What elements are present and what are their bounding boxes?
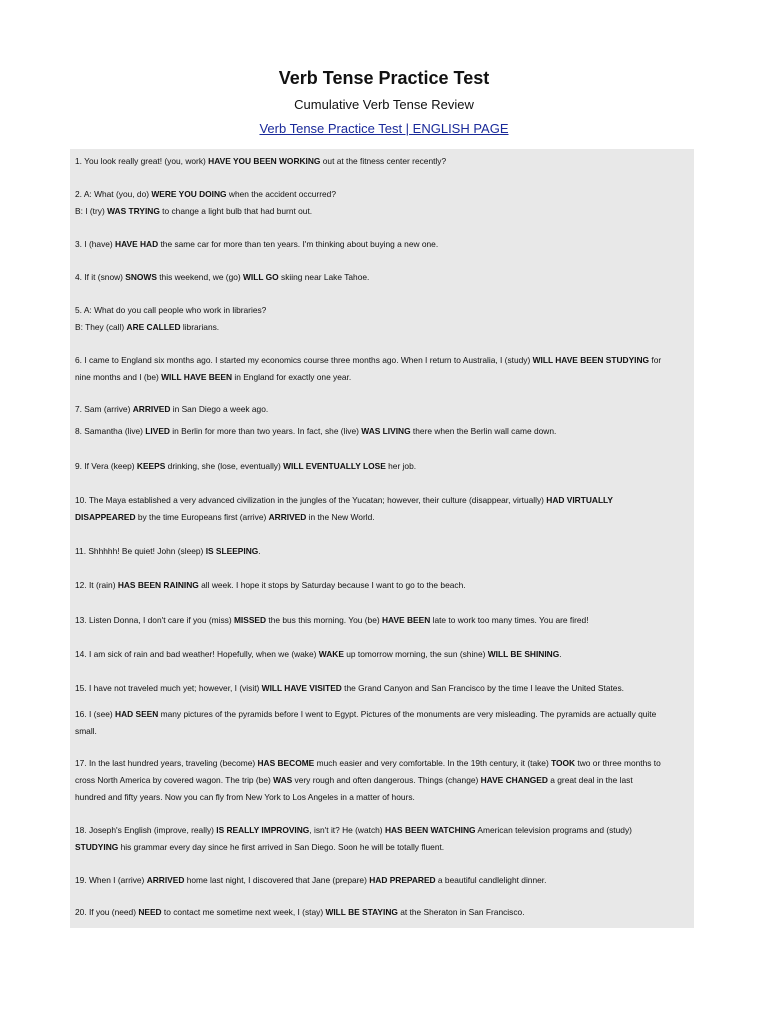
- question-text: 8. Samantha (live): [75, 426, 146, 436]
- answer-text: ARRIVED: [146, 875, 185, 885]
- question-text: 20. If you (need): [75, 907, 139, 917]
- answer-text: IS REALLY IMPROVING: [216, 825, 310, 835]
- source-link[interactable]: Verb Tense Practice Test | ENGLISH PAGE: [259, 121, 509, 136]
- question-item: [75, 492, 689, 526]
- question-line: [75, 302, 689, 319]
- question-text: 12. It (rain): [75, 580, 118, 590]
- answer-text: WILL BE SHINING: [487, 649, 560, 659]
- question-line: [75, 577, 689, 594]
- question-text: the Grand Canyon and San Francisco by the time I leave the United States.: [341, 683, 624, 693]
- question-text: home last night, I discovered that Jane (prepare): [184, 875, 370, 885]
- question-line: [75, 203, 689, 220]
- answer-text: WILL HAVE VISITED: [261, 683, 342, 693]
- question-text: hundred and fifty years. Now you can fly from New York to Los Angeles in a matter of hours.: [75, 792, 415, 802]
- question-line: [75, 236, 689, 253]
- question-text: late to work too many times. You are fired!: [430, 615, 589, 625]
- answer-text: WILL HAVE BEEN STUDYING: [532, 355, 650, 365]
- answer-text: HAD SEEN: [115, 709, 159, 719]
- question-text: very rough and often dangerous. Things (change): [292, 775, 481, 785]
- question-line: [75, 509, 689, 526]
- question-text: B: I (try): [75, 206, 108, 216]
- question-line: [75, 723, 689, 740]
- question-line: [75, 319, 689, 336]
- question-item: [75, 423, 689, 440]
- question-line: [75, 646, 689, 663]
- question-text: 5. A: What do you call people who work in libraries?: [75, 305, 267, 315]
- question-text: to contact me sometime next week, I (stay): [161, 907, 326, 917]
- answer-text: HAVE BEEN: [382, 615, 431, 625]
- question-text: her job.: [385, 461, 417, 471]
- question-text: the same car for more than ten years. I'm thinking about buying a new one.: [158, 239, 439, 249]
- question-text: 10. The Maya established a very advanced civilization in the jungles of the Yucatan; however, their culture (disappear, virtually): [75, 495, 547, 505]
- answer-text: ARE CALLED: [126, 322, 181, 332]
- answer-text: HAVE HAD: [115, 239, 159, 249]
- question-line: [75, 352, 689, 369]
- question-text: 16. I (see): [75, 709, 116, 719]
- question-line: [75, 839, 689, 856]
- answer-text: HAVE CHANGED: [480, 775, 548, 785]
- question-item: [75, 543, 689, 560]
- answer-text: SNOWS: [125, 272, 157, 282]
- question-text: 14. I am sick of rain and bad weather! Hopefully, when we (wake): [75, 649, 319, 659]
- answer-text: HAD PREPARED: [369, 875, 436, 885]
- answer-text: KEEPS: [136, 461, 166, 471]
- question-text: cross North America by covered wagon. The trip (be): [75, 775, 274, 785]
- page-subtitle: Cumulative Verb Tense Review: [294, 97, 474, 112]
- question-text: many pictures of the pyramids before I went to Egypt. Pictures of the monuments are very misleading. The pyramids are actually quite: [158, 709, 657, 719]
- question-text: his grammar every day since he first arrived in San Diego. Soon he will be totally fluent.: [118, 842, 445, 852]
- answer-text: MISSED: [233, 615, 267, 625]
- question-line: [75, 369, 689, 386]
- question-text: a great deal in the last: [547, 775, 633, 785]
- question-text: librarians.: [180, 322, 220, 332]
- question-line: [75, 269, 689, 286]
- question-text: nine months and I (be): [75, 372, 162, 382]
- question-text: .: [559, 649, 562, 659]
- answer-text: WILL HAVE BEEN: [161, 372, 233, 382]
- question-text: to change a light bulb that had burnt out.: [159, 206, 313, 216]
- question-text: 7. Sam (arrive): [75, 404, 133, 414]
- question-text: 17. In the last hundred years, traveling (become): [75, 758, 258, 768]
- question-text: 2. A: What (you, do): [75, 189, 152, 199]
- question-text: skiing near Lake Tahoe.: [278, 272, 370, 282]
- question-text: in San Diego a week ago.: [170, 404, 269, 414]
- answer-text: DISAPPEARED: [75, 512, 136, 522]
- question-line: [75, 706, 689, 723]
- question-item: [75, 302, 689, 336]
- question-text: 15. I have not traveled much yet; however, I (visit): [75, 683, 262, 693]
- question-item: [75, 577, 689, 594]
- question-text: at the Sheraton in San Francisco.: [397, 907, 525, 917]
- answer-text: HAS BECOME: [257, 758, 315, 768]
- answer-text: WAS: [273, 775, 293, 785]
- answer-text: WILL GO: [243, 272, 279, 282]
- question-line: [75, 822, 689, 839]
- answer-text: IS SLEEPING: [205, 546, 259, 556]
- answer-text: TOOK: [551, 758, 576, 768]
- question-text: 6. I came to England six months ago. I started my economics course three months ago. When I return to Australia, I (study): [75, 355, 533, 365]
- answer-text: WAS LIVING: [361, 426, 411, 436]
- question-item: [75, 755, 689, 806]
- question-item: [75, 680, 689, 697]
- answer-text: HAS BEEN RAINING: [117, 580, 199, 590]
- answer-text: LIVED: [145, 426, 170, 436]
- page-title: Verb Tense Practice Test: [278, 68, 490, 88]
- question-item: [75, 269, 689, 286]
- question-text: 13. Listen Donna, I don't care if you (miss): [75, 615, 234, 625]
- question-item: [75, 646, 689, 663]
- question-text: the bus this morning. You (be): [266, 615, 382, 625]
- answer-text: WILL EVENTUALLY LOSE: [283, 461, 386, 471]
- question-text: for: [649, 355, 662, 365]
- question-text: up tomorrow morning, the sun (shine): [343, 649, 488, 659]
- answer-text: ARRIVED: [132, 404, 171, 414]
- source-link-wrapper: [0, 120, 768, 138]
- answer-text: ARRIVED: [268, 512, 307, 522]
- question-item: [75, 186, 689, 220]
- answer-text: WERE YOU DOING: [151, 189, 227, 199]
- question-text: two or three months to: [575, 758, 661, 768]
- question-text: when the accident occurred?: [226, 189, 336, 199]
- question-text: 3. I (have): [75, 239, 116, 249]
- question-text: 4. If it (snow): [75, 272, 126, 282]
- question-line: [75, 543, 689, 560]
- question-text: there when the Berlin wall came down.: [410, 426, 557, 436]
- answer-text: WILL BE STAYING: [325, 907, 398, 917]
- question-text: , isn't it? He (watch): [309, 825, 385, 835]
- answer-text: NEED: [138, 907, 162, 917]
- question-line: [75, 772, 689, 789]
- question-item: [75, 612, 689, 629]
- question-line: [75, 755, 689, 772]
- question-text: in the New World.: [306, 512, 375, 522]
- question-text: in England for exactly one year.: [232, 372, 352, 382]
- answer-text: HAS BEEN WATCHING: [384, 825, 476, 835]
- question-text: much easier and very comfortable. In the 19th century, it (take): [314, 758, 552, 768]
- question-line: [75, 186, 689, 203]
- question-line: [75, 458, 689, 475]
- question-text: a beautiful candlelight dinner.: [435, 875, 547, 885]
- question-text: 1. You look really great! (you, work): [75, 156, 209, 166]
- question-text: drinking, she (lose, eventually): [165, 461, 284, 471]
- question-item: [75, 706, 689, 740]
- question-item: [75, 822, 689, 856]
- question-line: [75, 872, 689, 889]
- question-text: by the time Europeans first (arrive): [135, 512, 269, 522]
- question-line: [75, 423, 689, 440]
- question-line: [75, 153, 689, 170]
- question-text: small.: [75, 726, 97, 736]
- question-item: [75, 458, 689, 475]
- questions-panel: [70, 149, 694, 928]
- question-text: .: [258, 546, 261, 556]
- answer-text: STUDYING: [75, 842, 119, 852]
- question-text: in Berlin for more than two years. In fact, she (live): [169, 426, 362, 436]
- question-line: [75, 612, 689, 629]
- question-text: B: They (call): [75, 322, 127, 332]
- answer-text: WAKE: [318, 649, 344, 659]
- question-text: American television programs and (study): [475, 825, 632, 835]
- question-line: [75, 680, 689, 697]
- answer-text: HAVE YOU BEEN WORKING: [208, 156, 321, 166]
- question-item: [75, 236, 689, 253]
- question-item: [75, 401, 689, 418]
- question-text: 19. When I (arrive): [75, 875, 147, 885]
- question-text: out at the fitness center recently?: [320, 156, 447, 166]
- answer-text: WAS TRYING: [107, 206, 160, 216]
- question-line: [75, 492, 689, 509]
- question-item: [75, 352, 689, 386]
- question-line: [75, 904, 689, 921]
- question-text: this weekend, we (go): [156, 272, 244, 282]
- question-item: [75, 904, 689, 921]
- question-text: all week. I hope it stops by Saturday because I want to go to the beach.: [198, 580, 466, 590]
- question-item: [75, 872, 689, 889]
- question-text: 18. Joseph's English (improve, really): [75, 825, 217, 835]
- question-item: [75, 153, 689, 170]
- question-line: [75, 789, 689, 806]
- question-text: 9. If Vera (keep): [75, 461, 137, 471]
- answer-text: HAD VIRTUALLY: [546, 495, 613, 505]
- question-text: 11. Shhhhh! Be quiet! John (sleep): [75, 546, 206, 556]
- question-line: [75, 401, 689, 418]
